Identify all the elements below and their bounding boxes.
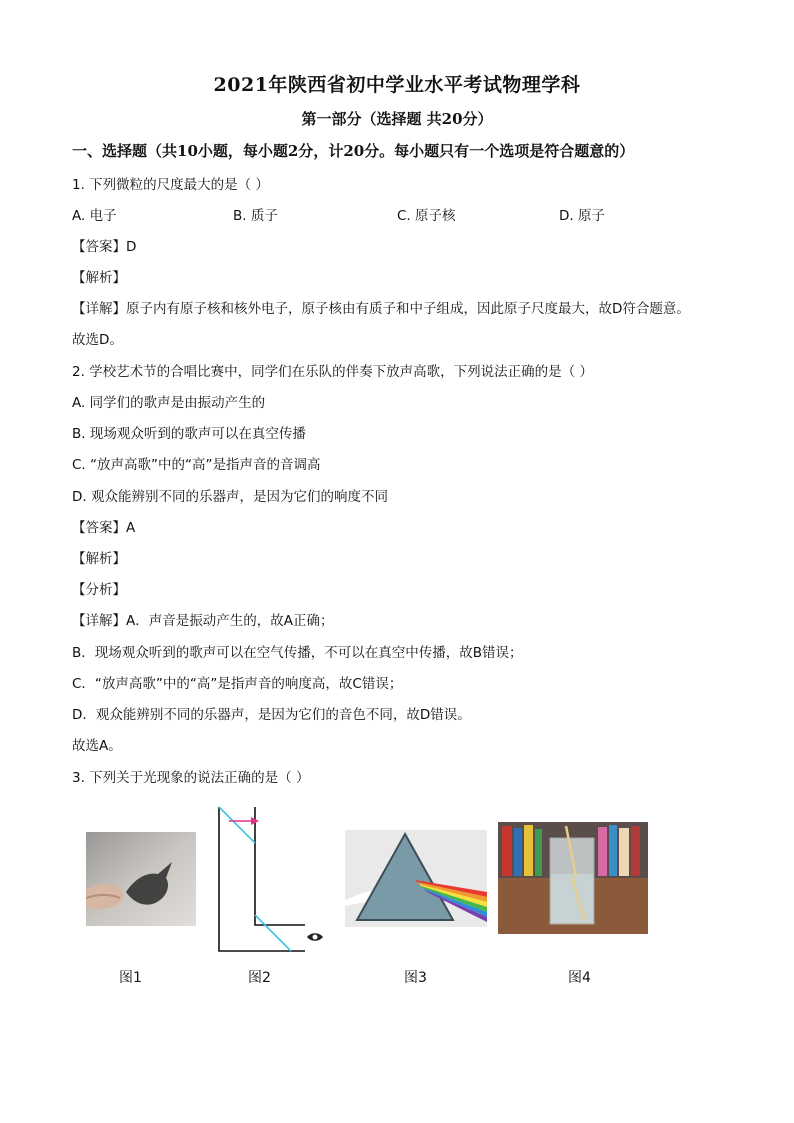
- page-title: 2021年陕西省初中学业水平考试物理学科: [213, 74, 581, 96]
- q2-detail-a: 【详解】A．声音是振动产生的，故A正确；: [72, 613, 334, 629]
- figure-4-straw-in-water-image: [498, 822, 648, 934]
- q1-stem: 1. 下列微粒的尺度最大的是（ ）: [72, 177, 269, 193]
- q2-option-d: D. 观众能辨别不同的乐器声，是因为它们的响度不同: [72, 489, 388, 505]
- figure-1-caption: 图1: [119, 970, 142, 986]
- q1-option-b: B. 质子: [233, 208, 278, 224]
- q2-conclusion: 故选A。: [72, 738, 122, 754]
- q1-analysis-label: 【解析】: [72, 270, 126, 286]
- q2-option-c: C. “放声高歌”中的“高”是指声音的音调高: [72, 457, 321, 473]
- q2-fenxi-label: 【分析】: [72, 582, 126, 598]
- part-subtitle: 第一部分（选择题 共20分）: [301, 110, 493, 128]
- q2-option-a: A. 同学们的歌声是由振动产生的: [72, 395, 266, 411]
- q2-option-b: B. 现场观众听到的歌声可以在真空传播: [72, 426, 306, 442]
- q3-stem: 3. 下列关于光现象的说法正确的是（ ）: [72, 770, 310, 786]
- figure-3-caption: 图3: [404, 970, 427, 986]
- q1-conclusion: 故选D。: [72, 332, 123, 348]
- q2-analysis-label: 【解析】: [72, 551, 126, 567]
- q2-answer: 【答案】A: [72, 520, 136, 536]
- section-heading: 一、选择题（共10小题，每小题2分，计20分。每小题只有一个选项是符合题意的）: [72, 142, 635, 160]
- q2-detail-d: D．观众能辨别不同的乐器声，是因为它们的音色不同，故D错误。: [72, 707, 471, 723]
- q1-detail: 【详解】原子内有原子核和核外电子，原子核由有质子和中子组成，因此原子尺度最大，故D符合题意。: [72, 301, 690, 317]
- figure-3-prism-dispersion-diagram: [345, 830, 487, 927]
- figure-2-periscope-diagram: [215, 805, 325, 955]
- figure-4-caption: 图4: [568, 970, 591, 986]
- q1-answer: 【答案】D: [72, 239, 137, 255]
- figure-1-hand-shadow-image: [86, 832, 196, 926]
- q1-option-c: C. 原子核: [397, 208, 456, 224]
- q2-detail-b: B．现场观众听到的歌声可以在空气传播，不可以在真空中传播，故B错误；: [72, 645, 523, 661]
- figure-2-caption: 图2: [248, 970, 271, 986]
- q1-option-a: A. 电子: [72, 208, 117, 224]
- q1-option-d: D. 原子: [559, 208, 605, 224]
- q2-detail-c: C．“放声高歌”中的“高”是指声音的响度高，故C错误；: [72, 676, 403, 692]
- q2-stem: 2. 学校艺术节的合唱比赛中，同学们在乐队的伴奏下放声高歌，下列说法正确的是（ ）: [72, 364, 593, 380]
